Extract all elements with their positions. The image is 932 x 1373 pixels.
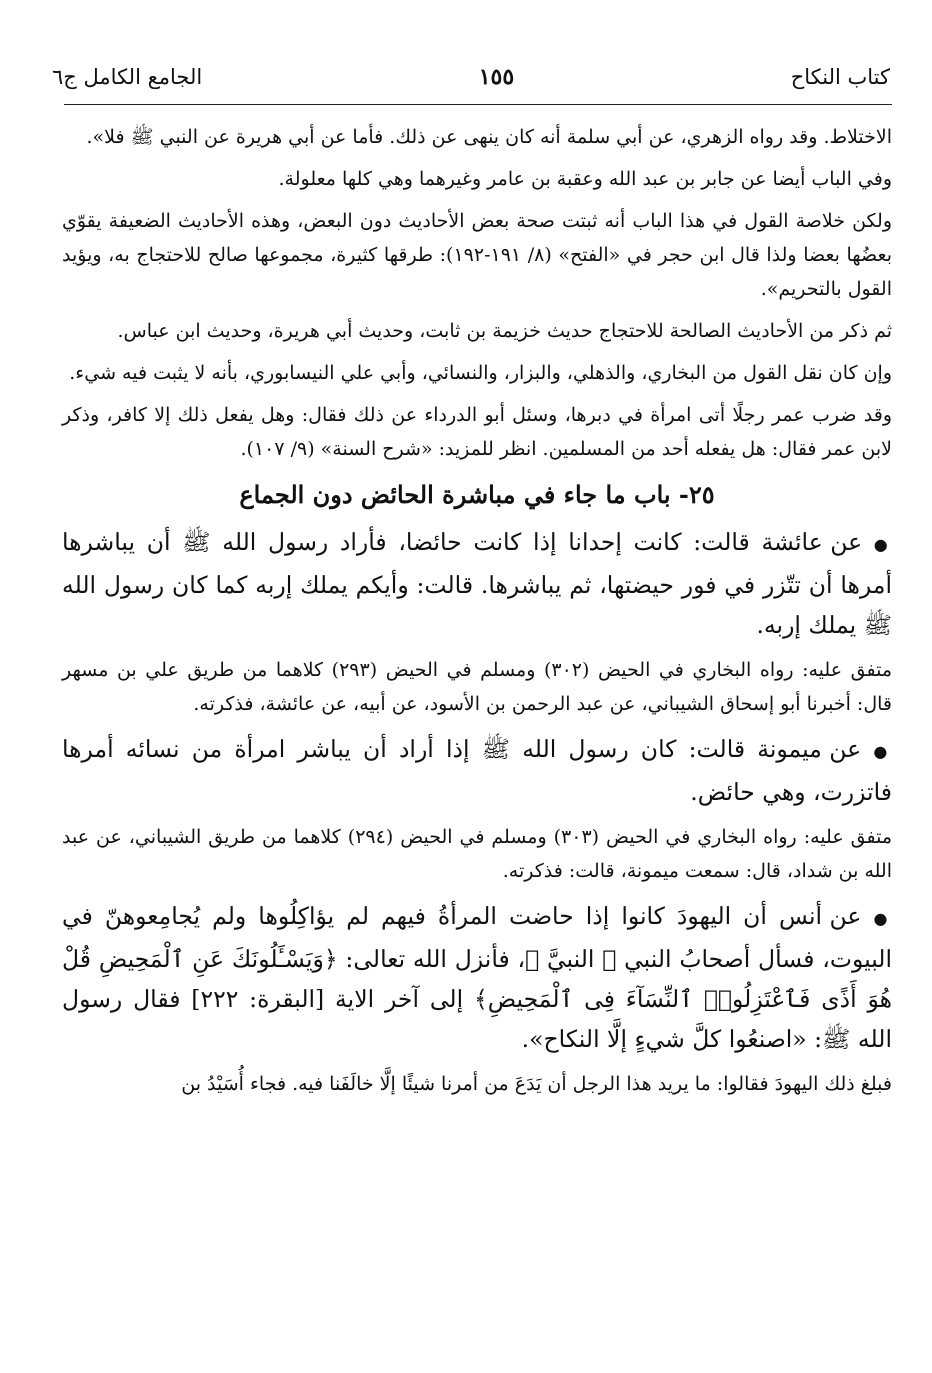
- hadith-text: [62, 522, 892, 645]
- bullet-icon: ●: [873, 535, 892, 554]
- paragraph: وفي الباب أيضا عن جابر بن عبد الله وعقبة بن عامر وغيرهما وهي كلها معلولة.: [278, 168, 892, 190]
- paragraph: ولكن خلاصة القول في هذا الباب أنه ثبتت صحة بعض الأحاديث دون البعض، وهذه الأحاديث الضعيفة يقوّي بعضُها بعضا ولذا قال ابن حجر في «الفتح» (٨/ ١٩١-١٩٢): طرقها كثيرة، مجموعها صالح للاحتجاج به، ويؤيد القول بالتحريم».: [62, 210, 892, 300]
- bullet-icon: ●: [873, 742, 892, 761]
- page-body: [62, 120, 892, 1109]
- header-book-title: كتاب النكاح: [790, 65, 890, 89]
- paragraph: الاختلاط. وقد رواه الزهري، عن أبي سلمة أنه كان ينهى عن ذلك. فأما عن أبي هريرة عن النبي ﷺ فلا».: [86, 126, 892, 148]
- takhrij-note: متفق عليه: رواه البخاري في الحيض (٣٠٣) ومسلم في الحيض (٢٩٤) كلاهما من طريق الشيباني، عن عبد الله بن شداد، قال: سمعت ميمونة، قالت: فذكرته.: [62, 826, 892, 882]
- hadith-text: [62, 729, 892, 812]
- paragraph: فبلغ ذلك اليهودَ فقالوا: ما يريد هذا الرجل أن يَدَعَ من أمرنا شيئًا إلَّا خالَفَنا فيه. فجاء أُسَيْدُ بن: [181, 1073, 892, 1095]
- hadith-body: عن أنس أن اليهودَ كانوا إذا حاضت المرأةُ فيهم لم يؤاكِلُوها ولم يُجامِعوهنّ في البيوت، فسأل أصحابُ النبي ﷺ النبيَّ ﷺ، فأنزل الله تعالى: ﴿وَيَسْـَٔلُونَكَ عَنِ ٱلْمَحِيضِ قُلْ هُوَ أَذًى فَٱعْتَزِلُوا۟ ٱلنِّسَآءَ فِى ٱلْمَحِيضِ﴾ إلى آخر الاية [البقرة: ٢٢٢] فقال رسول الله ﷺ: «اصنعُوا كلَّ شيءٍ إلَّا النكاح».: [62, 902, 893, 1053]
- takhrij-note: متفق عليه: رواه البخاري في الحيض (٣٠٢) ومسلم في الحيض (٢٩٣) كلاهما من طريق علي بن مسهر قال: أخبرنا أبو إسحاق الشيباني، عن عبد الرحمن بن الأسود، عن أبيه، عن عائشة، فذكرته.: [62, 659, 892, 715]
- paragraph: وإن كان نقل القول من البخاري، والذهلي، والبزار، والنسائي، وأبي علي النيسابوري، بأنه لا يثبت فيه شيء.: [69, 362, 892, 384]
- hadith-text: [62, 896, 892, 1059]
- running-header: [52, 56, 890, 98]
- hadith-body: عن عائشة قالت: كانت إحدانا إذا كانت حائضا، فأراد رسول الله ﷺ أن يباشرها أمرها أن تتّزر في فور حيضتها، ثم يباشرها. قالت: وأيكم يملك إربه كما كان رسول الله ﷺ يملك إربه.: [62, 528, 892, 639]
- header-volume-title: الجامع الكامل ج٦: [52, 65, 203, 89]
- paragraph: ثم ذكر من الأحاديث الصالحة للاحتجاج حديث خزيمة بن ثابت، وحديث أبي هريرة، وحديث ابن عباس.: [117, 320, 892, 342]
- paragraph: وقد ضرب عمر رجلًا أتى امرأة في دبرها، وسئل أبو الدرداء عن ذلك فقال: وهل يفعل ذلك إلا كافر، وذكر لابن عمر فقال: هل يفعله أحد من المسلمين. انظر للمزيد: «شرح السنة» (٩/ ١٠٧).: [62, 404, 892, 460]
- header-rule: [64, 104, 892, 105]
- section-heading: ٢٥- باب ما جاء في مباشرة الحائض دون الجماع: [239, 480, 715, 509]
- page-number: ١٥٥: [478, 64, 515, 90]
- bullet-icon: ●: [873, 909, 892, 928]
- hadith-body: عن ميمونة قالت: كان رسول الله ﷺ إذا أراد أن يباشر امرأة من نسائه أمرها فاتزرت، وهي حائض.: [62, 735, 892, 806]
